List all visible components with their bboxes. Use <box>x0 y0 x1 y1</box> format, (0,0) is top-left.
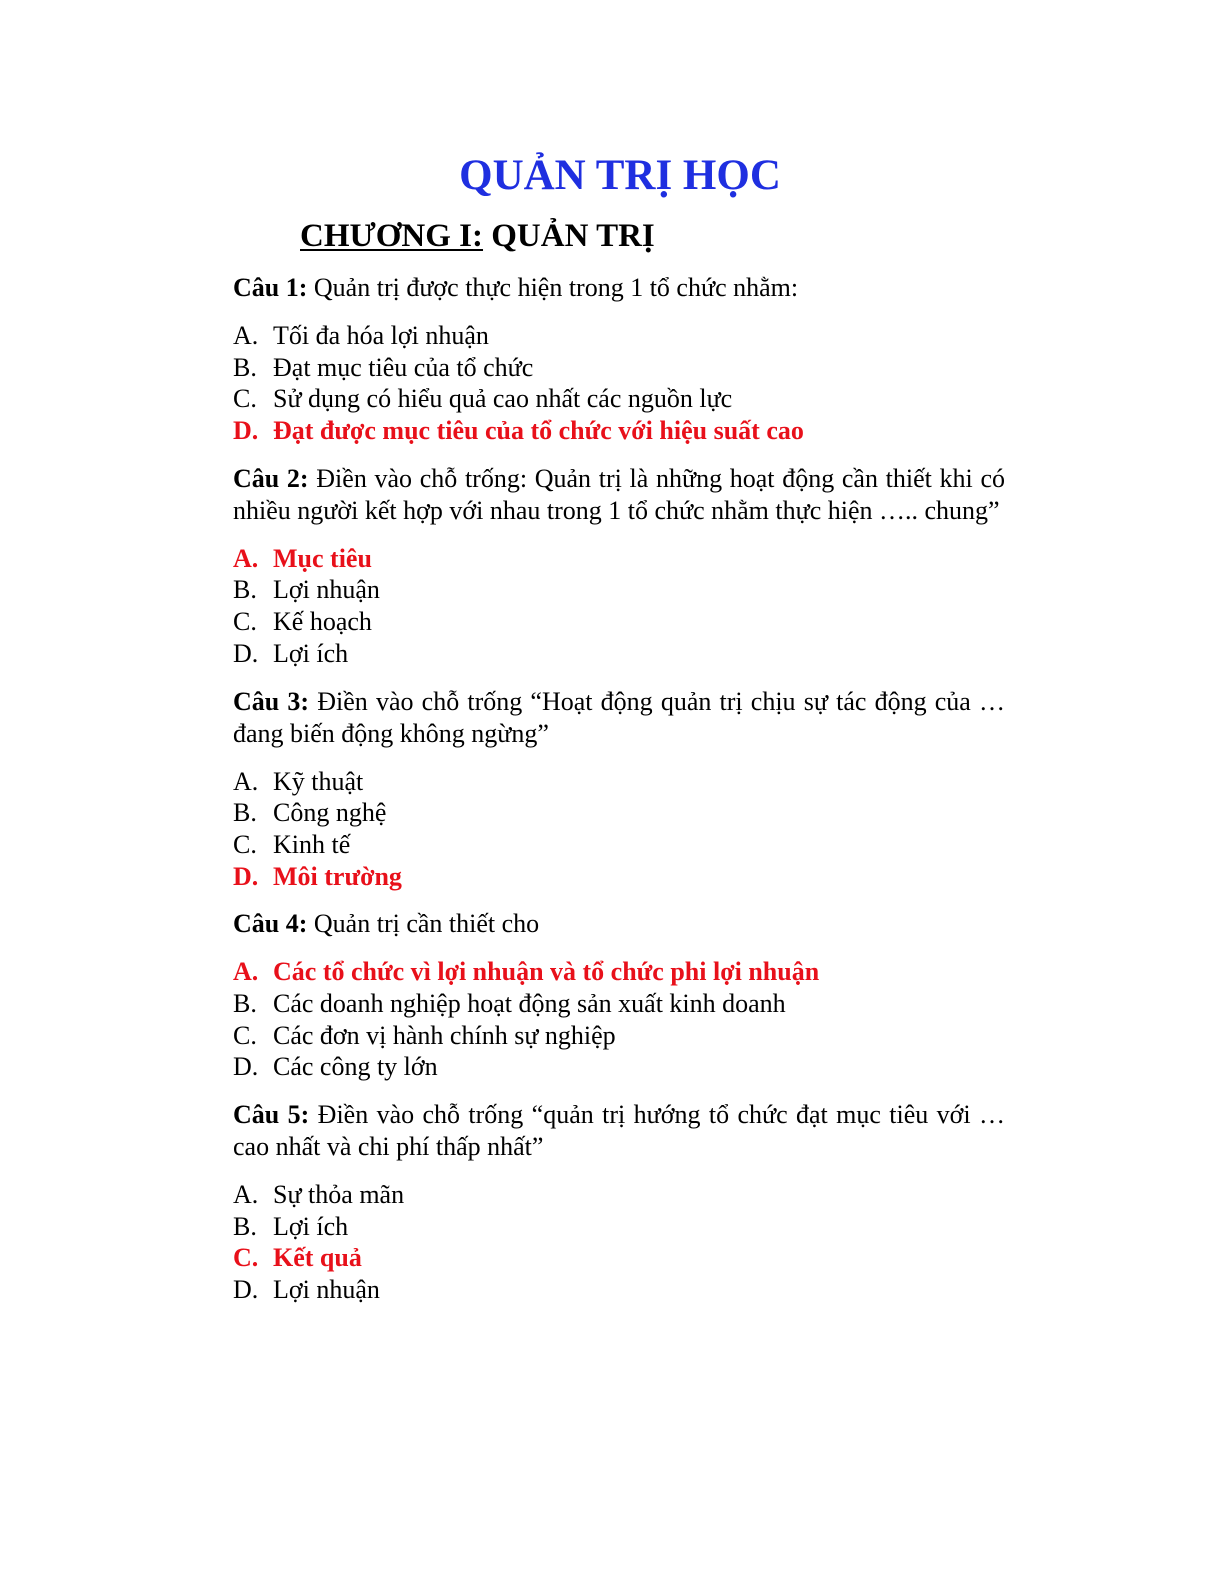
answer-option-correct <box>233 956 1005 988</box>
answer-option <box>233 352 1005 384</box>
chapter-heading <box>300 214 655 258</box>
option-text: Sự thỏa mãn <box>273 1180 405 1209</box>
option-letter: D. <box>233 1052 259 1082</box>
question-text <box>233 463 1005 527</box>
question-body: Quản trị cần thiết cho <box>313 909 540 939</box>
answer-option <box>233 606 1005 638</box>
answer-option <box>233 829 1005 861</box>
option-text: Sử dụng có hiểu quả cao nhất các nguồn lực <box>273 384 733 414</box>
option-letter: C. <box>233 829 257 859</box>
option-letter: B. <box>233 798 257 828</box>
question-body: Quản trị được thực hiện trong 1 tổ chức nhằm: <box>313 273 799 302</box>
answer-option <box>233 797 1005 829</box>
option-text: Các doanh nghiệp hoạt động sản xuất kinh doanh <box>273 988 786 1018</box>
chapter-name: QUẢN TRỊ <box>491 218 655 254</box>
answer-option <box>233 638 1005 670</box>
option-letter: C. <box>233 384 257 414</box>
answer-option <box>233 1020 1005 1052</box>
question-body: Điền vào chỗ trống: Quản trị là những hoạt động cần thiết khi có nhiều người kết hợp với nhau trong 1 tổ chức nhằm thực hiện ….. chung” <box>233 463 1005 525</box>
option-letter: D. <box>233 638 259 668</box>
answer-option <box>233 574 1005 606</box>
question-text <box>233 1099 1005 1163</box>
option-letter: A. <box>233 766 259 796</box>
question-block <box>233 272 1005 447</box>
question-label: Câu 2: <box>233 463 309 493</box>
answer-option <box>233 988 1005 1020</box>
option-text: Các đơn vị hành chính sự nghiệp <box>273 1020 616 1050</box>
answer-option <box>233 766 1005 798</box>
document-title: QUẢN TRỊ HỌC <box>459 152 781 199</box>
option-text: Các công ty lớn <box>273 1052 438 1082</box>
option-letter: A. <box>233 957 259 987</box>
option-letter: D. <box>233 416 259 446</box>
quiz-content <box>233 272 1005 1322</box>
question-body: Điền vào chỗ trống “quản trị hướng tổ chức đạt mục tiêu với … cao nhất và chi phí thấp nhất” <box>233 1100 1005 1161</box>
answer-options <box>233 543 1005 670</box>
answer-options <box>233 1179 1005 1306</box>
answer-option <box>233 320 1005 352</box>
answer-option-correct <box>233 861 1005 893</box>
question-text <box>233 686 1005 750</box>
answer-option-correct <box>233 1242 1005 1274</box>
answer-option-correct <box>233 543 1005 575</box>
question-block <box>233 463 1005 670</box>
option-text: Mục tiêu <box>273 543 372 573</box>
answer-option <box>233 1274 1005 1306</box>
question-text <box>233 908 1005 940</box>
option-letter: A. <box>233 1180 259 1209</box>
option-letter: B. <box>233 1211 257 1241</box>
question-text <box>233 272 1005 304</box>
question-block <box>233 1099 1005 1306</box>
question-block <box>233 908 1005 1083</box>
answer-options <box>233 956 1005 1083</box>
option-text: Lợi nhuận <box>273 1275 380 1305</box>
answer-options <box>233 320 1005 447</box>
option-text: Tối đa hóa lợi nhuận <box>273 321 489 350</box>
question-label: Câu 4: <box>233 909 308 939</box>
option-letter: C. <box>233 1243 259 1273</box>
option-text: Lợi ích <box>273 638 349 668</box>
option-text: Kết quả <box>273 1243 362 1273</box>
answer-option <box>233 1051 1005 1083</box>
option-text: Đạt được mục tiêu của tổ chức với hiệu suất cao <box>273 416 804 446</box>
option-letter: B. <box>233 988 257 1018</box>
chapter-label: CHƯƠNG I: <box>300 218 484 254</box>
option-text: Các tổ chức vì lợi nhuận và tổ chức phi lợi nhuận <box>273 957 820 987</box>
option-letter: B. <box>233 352 257 382</box>
option-text: Lợi ích <box>273 1211 349 1241</box>
answer-option-correct <box>233 415 1005 447</box>
option-text: Môi trường <box>273 861 402 891</box>
option-letter: C. <box>233 607 257 637</box>
option-text: Lợi nhuận <box>273 575 380 605</box>
question-body: Điền vào chỗ trống “Hoạt động quản trị chịu sự tác động của … đang biến động không ngừng” <box>233 686 1005 748</box>
question-label: Câu 1: <box>233 273 308 302</box>
option-letter: D. <box>233 861 259 891</box>
option-letter: D. <box>233 1275 259 1305</box>
option-text: Công nghệ <box>273 798 387 828</box>
option-letter: A. <box>233 321 259 350</box>
option-text: Đạt mục tiêu của tổ chức <box>273 352 534 382</box>
question-block <box>233 686 1005 893</box>
answer-option <box>233 1211 1005 1243</box>
option-letter: A. <box>233 543 259 573</box>
answer-option <box>233 383 1005 415</box>
question-label: Câu 3: <box>233 686 310 716</box>
question-label: Câu 5: <box>233 1100 310 1129</box>
option-text: Kinh tế <box>273 829 351 859</box>
answer-option <box>233 1179 1005 1211</box>
option-letter: C. <box>233 1020 257 1050</box>
option-letter: B. <box>233 575 257 605</box>
option-text: Kỹ thuật <box>273 766 364 796</box>
option-text: Kế hoạch <box>273 607 372 637</box>
answer-options <box>233 766 1005 893</box>
